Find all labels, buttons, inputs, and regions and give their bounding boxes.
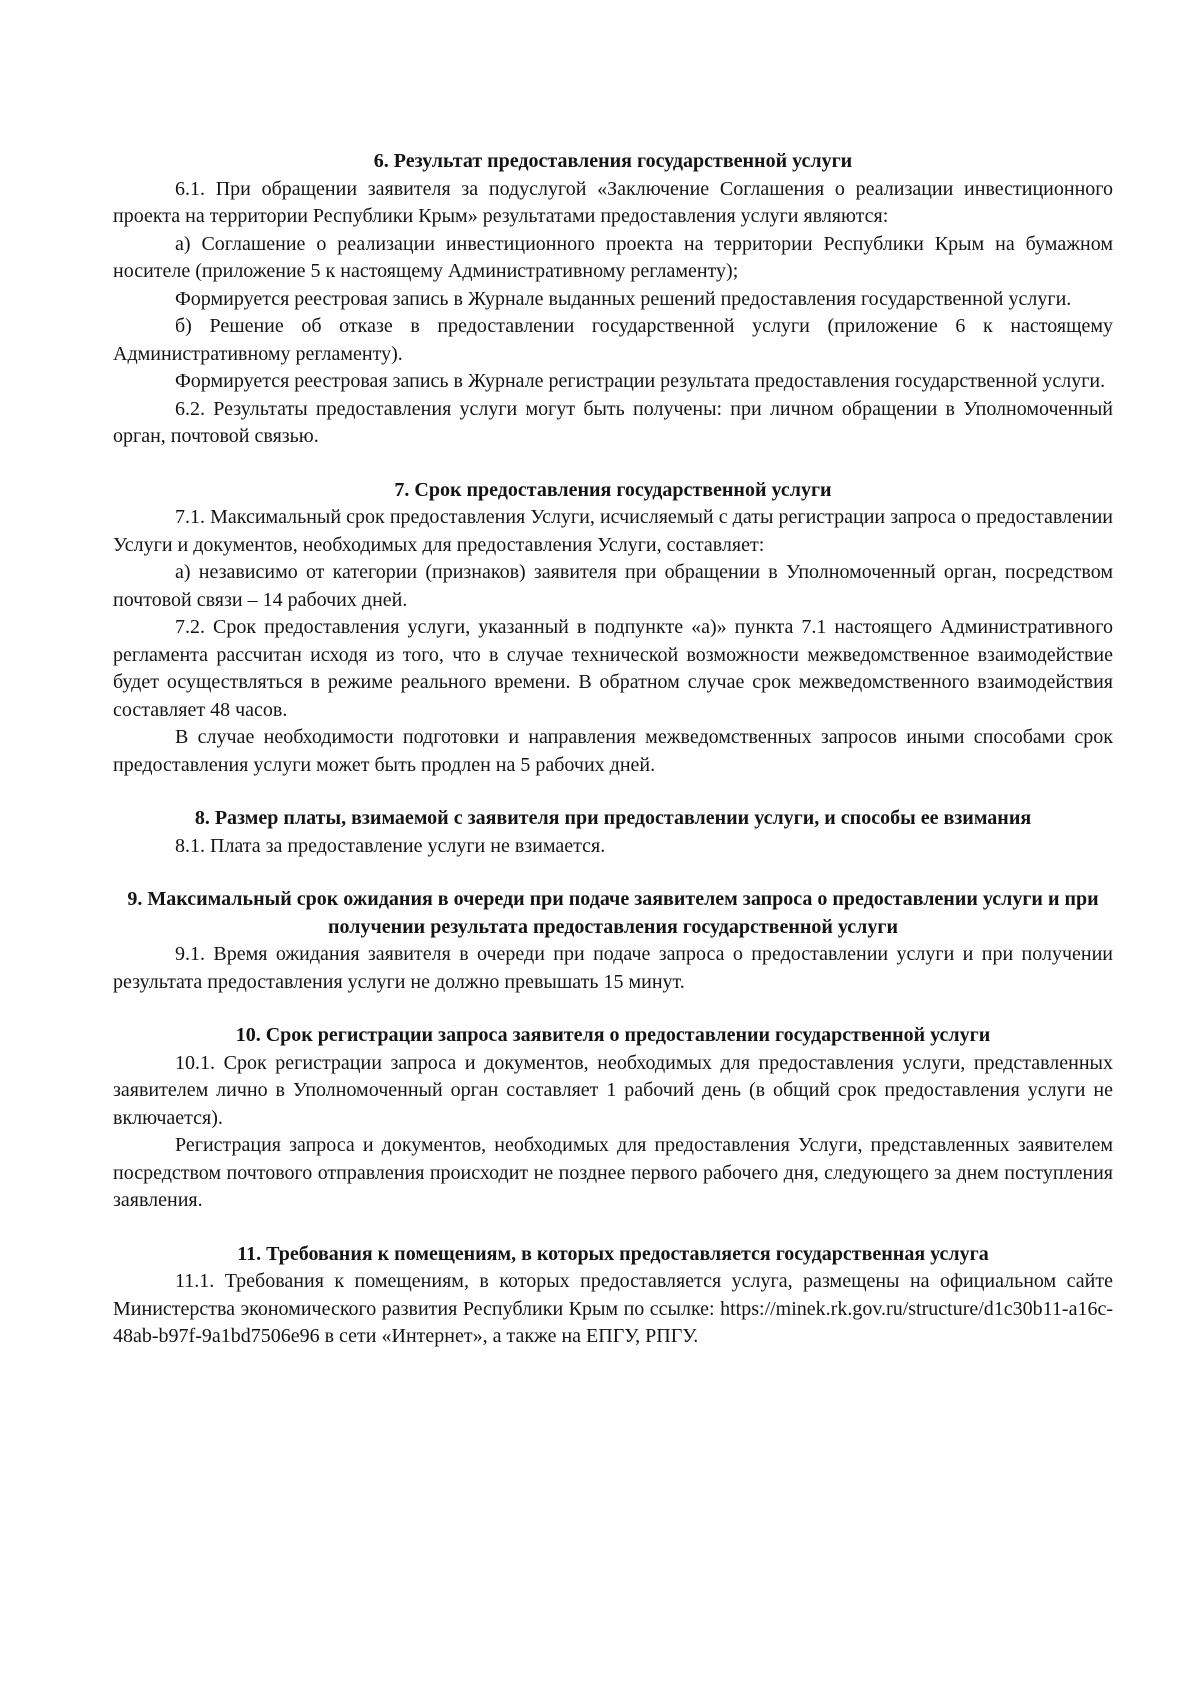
paragraph: Формируется реестровая запись в Журнале выданных решений предоставления государственной услуги. <box>175 287 1072 310</box>
paragraph: Регистрация запроса и документов, необходимых для предоставления Услуги, представленных заявителем посредством почтового отправления происходит не позднее первого рабочего дня, следующего за днем поступления заявления. <box>113 1134 1113 1211</box>
section-8-fee <box>113 805 1113 860</box>
section-6-result <box>113 148 1113 451</box>
paragraph: Формируется реестровая запись в Журнале регистрации результата предоставления государственной услуги. <box>175 370 1106 392</box>
paragraph: 6.1. При обращении заявителя за подуслугой «Заключение Соглашения о реализации инвестиционного проекта на территории Республики Крым» результатами предоставления услуги являются: <box>113 177 1113 227</box>
section-9-queue <box>113 886 1113 996</box>
section-heading: 11. Требования к помещениям, в которых предоставляется государственная услуга <box>237 1242 989 1265</box>
section-heading: 9. Максимальный срок ожидания в очереди при подаче заявителем запроса о предоставлении услуги и при получении результата предоставления государственной услуги <box>127 888 1099 938</box>
section-heading: 7. Срок предоставления государственной услуги <box>394 478 832 501</box>
document-body <box>113 148 1113 1351</box>
paragraph: 6.2. Результаты предоставления услуги могут быть получены: при личном обращении в Уполномоченный орган, почтовой связью. <box>113 397 1113 447</box>
paragraph: 10.1. Срок регистрации запроса и документов, необходимых для предоставления услуги, представленных заявителем лично в Уполномоченный орган составляет 1 рабочий день (в общий срок предоставления услуги не включается). <box>113 1051 1113 1129</box>
paragraph: а) независимо от категории (признаков) заявителя при обращении в Уполномоченный орган, посредством почтовой связи – 14 рабочих дней. <box>113 561 1113 611</box>
section-7-term <box>113 477 1113 780</box>
paragraph: 11.1. Требования к помещениям, в которых предоставляется услуга, размещены на официальном сайте Министерства экономического развития Республики Крым по ссылке: https://minek.rk.gov.ru/structure/d1c30b11-a16c-48ab-b97f-9a1bd7506e96 в сети «Интернет», а также на ЕПГУ, РПГУ. <box>113 1270 1113 1347</box>
paragraph: 7.2. Срок предоставления услуги, указанный в подпункте «а)» пункта 7.1 настоящего Административного регламента рассчитан исходя из того, что в случае технической возможности межведомственное взаимодействие будет осуществляться в режиме реального времени. В обратном случае срок межведомственного взаимодействия составляет 48 часов. <box>113 616 1113 721</box>
paragraph: В случае необходимости подготовки и направления межведомственных запросов иными способами срок предоставления услуги может быть продлен на 5 рабочих дней. <box>113 726 1113 776</box>
paragraph: 9.1. Время ожидания заявителя в очереди при подаче запроса о предоставлении услуги и при получении результата предоставления услуги не должно превышать 15 минут. <box>113 943 1113 993</box>
paragraph: 7.1. Максимальный срок предоставления Услуги, исчисляемый с даты регистрации запроса о предоставлении Услуги и документов, необходимых для предоставления Услуги, составляет: <box>113 506 1113 556</box>
section-heading: 6. Результат предоставления государственной услуги <box>373 150 853 172</box>
section-11-premises <box>113 1241 1113 1351</box>
paragraph: 8.1. Плата за предоставление услуги не взимается. <box>175 834 606 857</box>
section-heading: 8. Размер платы, взимаемой с заявителя при предоставлении услуги, и способы ее взимания <box>194 807 1032 829</box>
section-heading: 10. Срок регистрации запроса заявителя о предоставлении государственной услуги <box>235 1024 991 1046</box>
paragraph: а) Соглашение о реализации инвестиционного проекта на территории Республики Крым на бумажном носителе (приложение 5 к настоящему Административному регламенту); <box>113 232 1113 282</box>
section-10-registration <box>113 1022 1113 1215</box>
paragraph: б) Решение об отказе в предоставлении государственной услуги (приложение 6 к настоящему Административному регламенту). <box>113 315 1113 365</box>
